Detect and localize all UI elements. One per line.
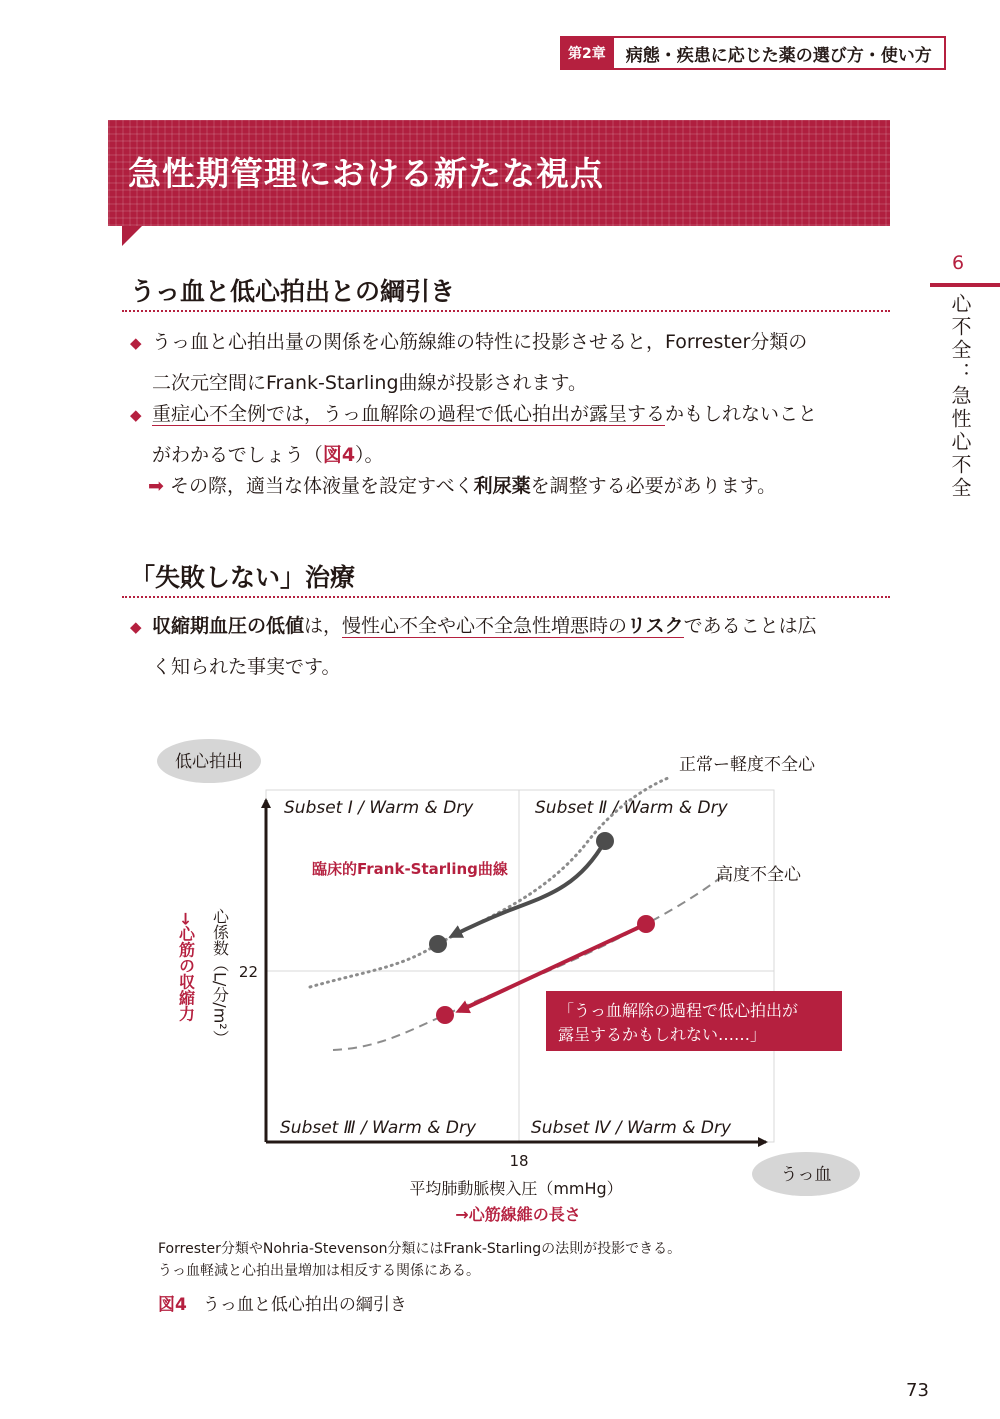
p-bold-1: 収縮期血圧の低値 <box>152 615 305 637</box>
subset-2-label: Subset Ⅱ / Warm & Dry <box>535 798 728 818</box>
y-axis-red-label: →心筋の収縮力 <box>176 912 196 1022</box>
x-tick-18: 18 <box>509 1152 529 1170</box>
subset-4-label: Subset Ⅳ / Warm & Dry <box>531 1118 732 1138</box>
x-axis-label: 平均肺動脈楔入圧（mmHg） <box>409 1179 623 1198</box>
subset-1-label: Subset Ⅰ / Warm & Dry <box>284 798 474 818</box>
plot-frame <box>266 790 774 1142</box>
callout-line-1: 「うっ血解除の過程で低心拍出が <box>558 1001 799 1020</box>
bullet-diamond-icon: ◆ <box>130 618 142 636</box>
figure-notes <box>158 1238 681 1282</box>
p-b: であることは広 <box>683 615 817 637</box>
figure-reference: 図4 <box>322 444 356 466</box>
section-title: 急性期管理における新たな視点 <box>128 154 604 193</box>
bullet-diamond-icon: ◆ <box>130 406 142 424</box>
page-number: 73 <box>906 1380 929 1401</box>
bullet-diamond-icon: ◆ <box>130 334 142 352</box>
arrow-note-bold: 利尿薬 <box>473 475 531 497</box>
b2-rest: かもしれないこと <box>665 403 818 425</box>
right-arrow-icon: ➡ <box>148 475 164 497</box>
subsection-heading-2: 「失敗しない」治療 <box>130 563 356 592</box>
normal-start-point <box>596 832 614 850</box>
severe-start-point <box>637 915 655 933</box>
b2-underlined: 重症心不全例では，うっ血解除の過程で低心拍出が露呈する <box>152 403 666 425</box>
side-index-label: 心不全：急性心不全 <box>948 293 972 500</box>
subset-3-label: Subset Ⅲ / Warm & Dry <box>280 1118 477 1138</box>
frank-starling-label: 臨床的Frank-Starling曲線 <box>312 860 508 878</box>
severe-end-point <box>436 1006 454 1024</box>
normal-curve-label: 正常ー軽度不全心 <box>679 755 815 775</box>
arrow-note-b: を調整する必要があります。 <box>530 475 777 497</box>
figure-note-2: うっ血軽減と心拍出量増加は相反する関係にある。 <box>158 1263 480 1279</box>
b2-line2-a: がわかるでしょう（ <box>152 444 323 466</box>
y-tick-22: 22 <box>238 963 258 981</box>
subsection-heading-1: うっ血と低心拍出との綱引き <box>130 277 456 306</box>
b1-line2: 二次元空間にFrank-Starling曲線が投影されます。 <box>152 372 588 394</box>
b2-line2-b: ）。 <box>355 444 384 466</box>
p-u1: 慢性心不全や心不全急性増悪時の <box>342 615 628 637</box>
x-axis-red-label: →心筋線維の長さ <box>455 1205 581 1224</box>
low-output-label: 低心拍出 <box>175 752 243 772</box>
chapter-title: 病態・疾患に応じた薬の選び方・使い方 <box>614 36 946 70</box>
congestion-label: うっ血 <box>780 1165 832 1185</box>
severe-curve-label: 高度不全心 <box>716 865 801 885</box>
callout-line-2: 露呈するかもしれない……」 <box>558 1025 767 1044</box>
arrow-note-a: その際，適当な体液量を設定すべく <box>170 475 474 497</box>
b1-line1: うっ血と心拍出量の関係を心筋線維の特性に投影させると，Forrester分類の <box>152 331 808 353</box>
p-u-bold: リスク <box>627 615 684 637</box>
figure-caption-label: 図4 <box>158 1295 187 1315</box>
p-a: は， <box>304 615 343 637</box>
figure-caption-title: うっ血と低心拍出の綱引き <box>202 1295 407 1315</box>
figure-caption <box>158 1290 407 1315</box>
figure-note-1: Forrester分類やNohria-Stevenson分類にはFrank-Starlingの法則が投影できる。 <box>158 1241 682 1257</box>
y-axis-label: 心係数（L/分/m²） <box>210 908 230 1046</box>
side-index-number: 6 <box>951 252 965 274</box>
p-line2: く知られた事実です。 <box>152 656 341 678</box>
normal-curve-arrow <box>452 841 605 936</box>
chapter-number: 第2章 <box>560 36 614 70</box>
normal-end-point <box>429 935 447 953</box>
